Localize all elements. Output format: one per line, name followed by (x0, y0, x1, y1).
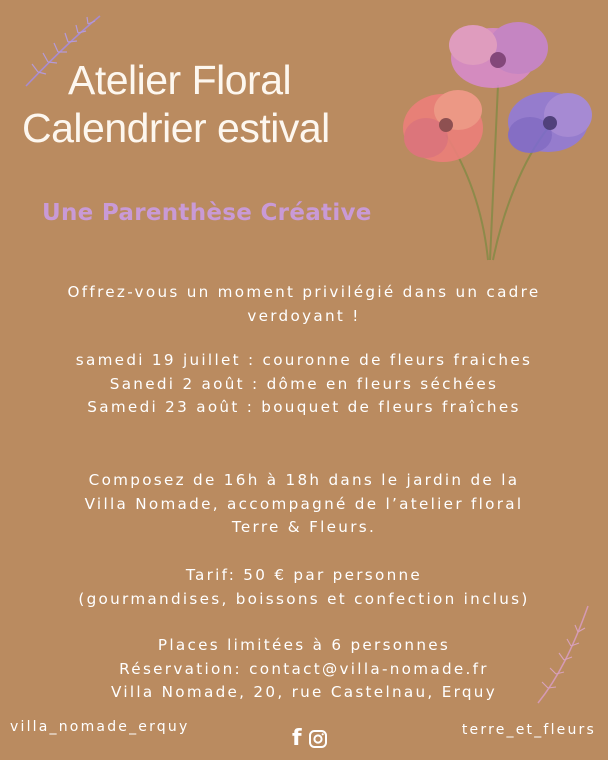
page-title-secondary: Calendrier estival (22, 105, 330, 151)
social-icons (292, 728, 328, 750)
intro-line: Offrez-vous un moment privilégié dans un cadre (67, 283, 541, 301)
details-line: Terre & Fleurs. (231, 518, 377, 536)
price-line: Tarif: 50 € par personne (185, 566, 423, 584)
reservation-email[interactable]: Réservation: contact@villa-nomade.fr (119, 659, 489, 678)
booking-info (0, 634, 608, 705)
schedule-item: Sanedi 2 août : dôme en fleurs séchées (109, 374, 499, 393)
details-text (0, 469, 608, 540)
intro-text (0, 281, 608, 328)
schedule-item: samedi 19 juillet : couronne de fleurs fraiches (75, 351, 533, 369)
details-line: Villa Nomade, accompagné de l’atelier floral (84, 494, 524, 513)
schedule-item: Samedi 23 août : bouquet de fleurs fraîches (87, 398, 521, 416)
address: Villa Nomade, 20, rue Castelnau, Erquy (110, 683, 498, 701)
page-title: Atelier Floral (68, 57, 292, 103)
pricing-text (0, 564, 608, 611)
price-includes: (gourmandises, boissons et confection inclus) (78, 589, 530, 608)
places-limit: Places limitées à 6 personnes (157, 636, 451, 654)
intro-line: verdoyant ! (247, 306, 361, 325)
details-line: Composez de 16h à 18h dans le jardin de la (88, 471, 520, 489)
instagram-handle-atelier[interactable]: terre_et_fleurs (461, 722, 596, 738)
facebook-icon[interactable]: f (292, 726, 302, 751)
instagram-icon[interactable] (308, 729, 328, 749)
instagram-handle-villa[interactable]: villa_nomade_erquy (10, 719, 190, 735)
schedule-list (0, 349, 608, 420)
flower-bouquet-icon (398, 10, 608, 270)
subtitle: Une Parenthèse Créative (42, 200, 372, 226)
